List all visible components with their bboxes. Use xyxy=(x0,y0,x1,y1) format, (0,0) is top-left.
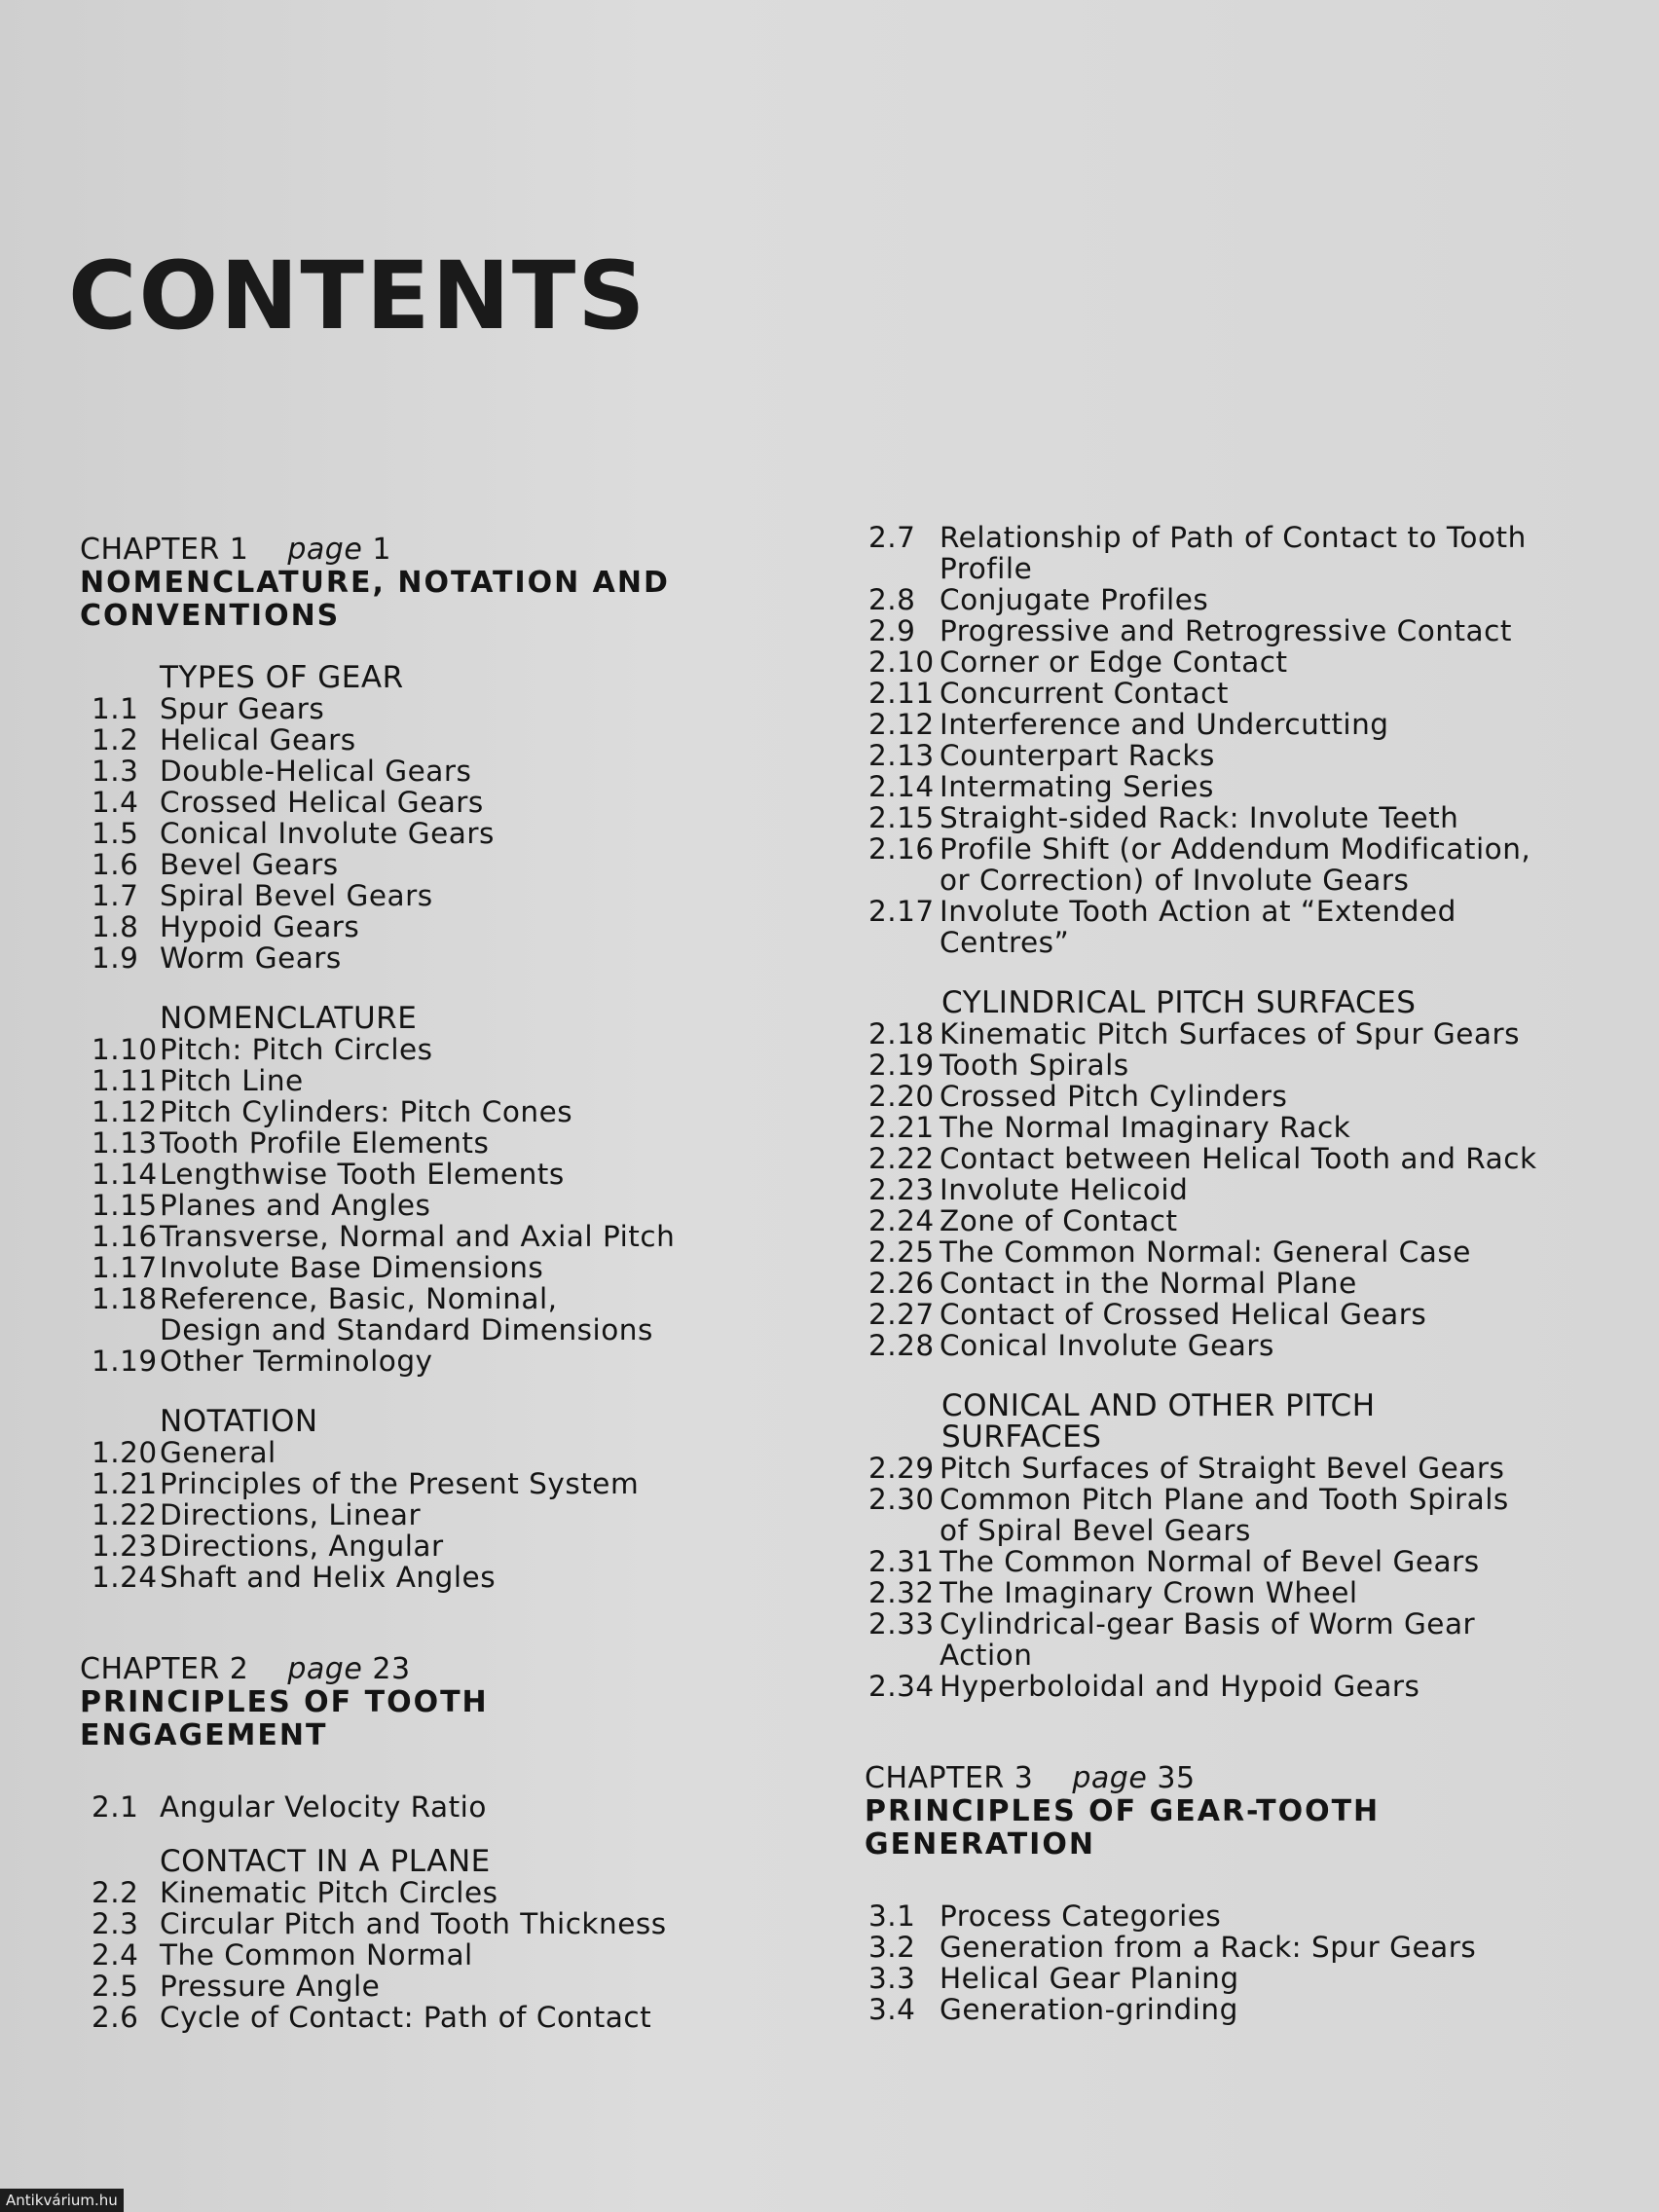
entry-number xyxy=(80,1314,160,1346)
toc-entry xyxy=(865,771,1624,802)
entry-number: 1.21 xyxy=(92,1467,158,1500)
watermark-label: Antikvárium.hu xyxy=(0,2189,124,2212)
entry-number: 2.18 xyxy=(868,1017,935,1051)
entry-text: Other Terminology xyxy=(160,1345,433,1378)
entry-text: Zone of Contact xyxy=(940,1204,1178,1237)
entry-list xyxy=(80,693,820,974)
entry-number: 2.1 xyxy=(92,1790,139,1824)
toc-entry xyxy=(80,1190,820,1221)
right-column xyxy=(865,522,1624,2025)
entry-text: Pitch Cylinders: Pitch Cones xyxy=(160,1095,573,1128)
entry-text: Conical Involute Gears xyxy=(160,817,495,850)
toc-entry xyxy=(865,1608,1624,1640)
entry-number: 2.34 xyxy=(868,1670,935,1703)
toc-entry xyxy=(80,942,820,974)
toc-entry xyxy=(865,1236,1624,1268)
entry-number xyxy=(865,1515,940,1546)
toc-entry xyxy=(865,1050,1624,1081)
entry-text: Directions, Linear xyxy=(160,1498,422,1531)
chapter-3-heading xyxy=(865,1762,1624,1795)
toc-entry xyxy=(80,1159,820,1190)
toc-entry xyxy=(865,1081,1624,1112)
entry-number: 2.9 xyxy=(868,614,916,647)
entry-list xyxy=(865,1453,1624,1702)
entry-number: 3.1 xyxy=(868,1899,916,1933)
entry-text: Worm Gears xyxy=(160,941,342,975)
toc-entry xyxy=(80,1971,820,2002)
entry-list xyxy=(865,1900,1624,2025)
entry-text: Intermating Series xyxy=(940,770,1214,803)
entry-number: 2.12 xyxy=(868,708,935,741)
toc-entry xyxy=(80,1939,820,1971)
chapter-2-title xyxy=(80,1686,820,1752)
entry-text: Shaft and Helix Angles xyxy=(160,1561,497,1594)
entry-number: 2.33 xyxy=(868,1607,935,1641)
entry-text: Common Pitch Plane and Tooth Spirals xyxy=(940,1483,1509,1516)
entry-text: Relationship of Path of Contact to Tooth xyxy=(940,521,1527,554)
section-notation xyxy=(80,1406,820,1593)
section-contact-in-a-plane xyxy=(80,1846,820,2033)
entry-text: Tooth Spirals xyxy=(940,1049,1129,1082)
entry-number: 1.3 xyxy=(92,755,139,788)
entry-text: Generation-grinding xyxy=(940,1993,1238,2026)
entry-number: 2.31 xyxy=(868,1545,935,1578)
entry-list xyxy=(865,522,1624,958)
entry-list xyxy=(80,1791,820,1823)
toc-entry xyxy=(865,1640,1624,1671)
entry-number: 2.13 xyxy=(868,739,935,772)
toc-entry xyxy=(865,1994,1624,2025)
entry-number: 1.5 xyxy=(92,817,139,850)
entry-text: Hyperboloidal and Hypoid Gears xyxy=(940,1670,1420,1703)
entry-text: Pressure Angle xyxy=(160,1970,381,2003)
entry-number: 1.12 xyxy=(92,1095,158,1128)
entry-text: Profile Shift (or Addendum Modification, xyxy=(940,832,1531,866)
entry-number: 2.21 xyxy=(868,1111,935,1144)
entry-text: or Correction) of Involute Gears xyxy=(940,864,1410,897)
chapter-title-line: CONVENTIONS xyxy=(80,599,341,633)
toc-entry xyxy=(865,1932,1624,1963)
toc-entry xyxy=(80,911,820,942)
entry-number: 1.7 xyxy=(92,879,139,912)
entry-text: The Common Normal xyxy=(160,1938,473,1972)
entry-text: Crossed Helical Gears xyxy=(160,786,484,819)
entry-number: 1.16 xyxy=(92,1220,158,1253)
entry-number: 2.16 xyxy=(868,832,935,866)
entry-number: 1.24 xyxy=(92,1561,158,1594)
entry-text: Action xyxy=(940,1639,1033,1672)
toc-entry xyxy=(865,522,1624,553)
entry-number: 2.14 xyxy=(868,770,935,803)
entry-text: Lengthwise Tooth Elements xyxy=(160,1158,565,1191)
toc-entry xyxy=(865,1112,1624,1143)
entry-number: 2.5 xyxy=(92,1970,139,2003)
section-heading: NOMENCLATURE xyxy=(160,1001,418,1036)
entry-number: 2.24 xyxy=(868,1204,935,1237)
entry-text: Helical Gear Planing xyxy=(940,1962,1239,1995)
entry-text: Tooth Profile Elements xyxy=(160,1126,490,1160)
entry-text: Involute Tooth Action at “Extended xyxy=(940,895,1456,928)
entry-text: Spur Gears xyxy=(160,692,325,725)
entry-text: Contact of Crossed Helical Gears xyxy=(940,1298,1427,1331)
toc-entry xyxy=(80,1437,820,1468)
entry-number: 1.15 xyxy=(92,1189,158,1222)
toc-entry xyxy=(80,724,820,756)
entry-text: Crossed Pitch Cylinders xyxy=(940,1080,1288,1113)
chapter-label: CHAPTER 2 xyxy=(80,1652,249,1686)
entry-number xyxy=(865,927,940,958)
toc-entry xyxy=(865,553,1624,584)
toc-entry xyxy=(865,584,1624,615)
section-conical-pitch-surfaces xyxy=(865,1390,1624,1702)
toc-entry xyxy=(80,849,820,880)
entry-text: Planes and Angles xyxy=(160,1189,431,1222)
entry-text: Angular Velocity Ratio xyxy=(160,1790,487,1824)
entry-number: 2.11 xyxy=(868,677,935,710)
entry-text: Process Categories xyxy=(940,1899,1222,1933)
chapter-title-line: NOMENCLATURE, NOTATION AND xyxy=(80,566,670,600)
entry-number: 1.18 xyxy=(92,1282,158,1315)
section-types-of-gear xyxy=(80,662,820,974)
entry-number: 1.20 xyxy=(92,1436,158,1469)
entry-number: 2.30 xyxy=(868,1483,935,1516)
entry-text: Design and Standard Dimensions xyxy=(160,1313,653,1346)
toc-entry xyxy=(865,1546,1624,1577)
chapter-3-title xyxy=(865,1795,1624,1862)
toc-entry xyxy=(80,880,820,911)
chapter-1-heading xyxy=(80,534,820,567)
entry-number: 1.4 xyxy=(92,786,139,819)
page-title: CONTENTS xyxy=(68,241,647,350)
entry-text: Involute Base Dimensions xyxy=(160,1251,544,1284)
page-number: 1 xyxy=(372,533,391,567)
entry-text: Directions, Angular xyxy=(160,1530,444,1563)
toc-entry xyxy=(865,865,1624,896)
toc-entry xyxy=(865,1143,1624,1174)
entry-number: 1.6 xyxy=(92,848,139,881)
page-word: page xyxy=(287,533,363,567)
entry-number: 1.13 xyxy=(92,1126,158,1160)
toc-entry xyxy=(865,1963,1624,1994)
toc-entry xyxy=(865,1205,1624,1236)
toc-entry xyxy=(80,1127,820,1159)
toc-entry xyxy=(865,740,1624,771)
toc-entry xyxy=(80,787,820,818)
entry-list xyxy=(865,1018,1624,1361)
entry-text: Kinematic Pitch Circles xyxy=(160,1876,498,1909)
entry-number: 2.27 xyxy=(868,1298,935,1331)
toc-entry xyxy=(865,1268,1624,1299)
entry-text: Cycle of Contact: Path of Contact xyxy=(160,2001,652,2034)
toc-entry xyxy=(80,2002,820,2033)
chapter-2-heading xyxy=(80,1653,820,1686)
toc-entry xyxy=(865,1299,1624,1330)
entry-number: 2.26 xyxy=(868,1267,935,1300)
page-word: page xyxy=(1072,1761,1148,1795)
entry-text: of Spiral Bevel Gears xyxy=(940,1514,1251,1547)
toc-entry xyxy=(865,1018,1624,1050)
entry-number: 2.10 xyxy=(868,645,935,679)
entry-text: The Common Normal of Bevel Gears xyxy=(940,1545,1480,1578)
section-heading: SURFACES xyxy=(941,1419,1102,1455)
entry-number: 1.23 xyxy=(92,1530,158,1563)
entry-number: 2.2 xyxy=(92,1876,139,1909)
entry-text: Conjugate Profiles xyxy=(940,583,1209,616)
entry-number: 1.1 xyxy=(92,692,139,725)
entry-text: Circular Pitch and Tooth Thickness xyxy=(160,1907,667,1940)
entry-text: Spiral Bevel Gears xyxy=(160,879,433,912)
entry-number: 1.14 xyxy=(92,1158,158,1191)
toc-entry xyxy=(865,646,1624,678)
entry-number: 2.25 xyxy=(868,1235,935,1269)
entry-number xyxy=(865,553,940,584)
entry-text: Pitch Surfaces of Straight Bevel Gears xyxy=(940,1452,1505,1485)
entry-text: Double-Helical Gears xyxy=(160,755,472,788)
entry-text: Helical Gears xyxy=(160,723,356,756)
entry-text: Kinematic Pitch Surfaces of Spur Gears xyxy=(940,1017,1520,1051)
toc-entry xyxy=(80,1346,820,1377)
section-cylindrical-pitch-surfaces xyxy=(865,987,1624,1361)
toc-entry xyxy=(865,709,1624,740)
entry-number: 3.2 xyxy=(868,1931,916,1964)
entry-number: 2.32 xyxy=(868,1576,935,1609)
toc-entry xyxy=(80,1034,820,1065)
section-heading: CYLINDRICAL PITCH SURFACES xyxy=(941,985,1417,1020)
toc-entry xyxy=(865,615,1624,646)
entry-text: Concurrent Contact xyxy=(940,677,1229,710)
entry-number: 2.17 xyxy=(868,895,935,928)
entry-text: Hypoid Gears xyxy=(160,910,360,943)
toc-entry xyxy=(80,818,820,849)
left-column xyxy=(80,534,820,2033)
toc-entry xyxy=(865,1330,1624,1361)
entry-text: Interference and Undercutting xyxy=(940,708,1389,741)
toc-entry xyxy=(865,1515,1624,1546)
toc-entry xyxy=(865,802,1624,833)
entry-number: 2.7 xyxy=(868,521,916,554)
entry-number: 2.4 xyxy=(92,1938,139,1972)
entry-text: Profile xyxy=(940,552,1033,585)
chapter-title-line: ENGAGEMENT xyxy=(80,1718,328,1752)
toc-entry xyxy=(80,1221,820,1252)
entry-number xyxy=(865,1640,940,1671)
section-heading: NOTATION xyxy=(160,1404,318,1439)
entry-text: Pitch Line xyxy=(160,1064,304,1097)
chapter-1-title xyxy=(80,567,820,633)
toc-entry xyxy=(80,1791,820,1823)
toc-entry xyxy=(865,1484,1624,1515)
entry-text: Cylindrical-gear Basis of Worm Gear xyxy=(940,1607,1476,1641)
entry-text: Transverse, Normal and Axial Pitch xyxy=(160,1220,676,1253)
toc-entry xyxy=(865,1900,1624,1932)
chapter-title-line: PRINCIPLES OF TOOTH xyxy=(80,1685,489,1719)
entry-number: 1.9 xyxy=(92,941,139,975)
entry-number: 3.4 xyxy=(868,1993,916,2026)
toc-entry xyxy=(865,1453,1624,1484)
entry-list xyxy=(80,1877,820,2033)
section-heading: CONTACT IN A PLANE xyxy=(160,1844,491,1879)
section-heading: TYPES OF GEAR xyxy=(160,660,404,695)
entry-number: 3.3 xyxy=(868,1962,916,1995)
entry-text: Conical Involute Gears xyxy=(940,1329,1274,1362)
entry-number: 2.3 xyxy=(92,1907,139,1940)
entry-text: Principles of the Present System xyxy=(160,1467,640,1500)
toc-entry xyxy=(80,1499,820,1530)
entry-text: Bevel Gears xyxy=(160,848,339,881)
entry-number: 1.10 xyxy=(92,1033,158,1066)
entry-text: Reference, Basic, Nominal, xyxy=(160,1282,558,1315)
section-nomenclature xyxy=(80,1003,820,1377)
entry-list xyxy=(80,1034,820,1377)
entry-number: 2.15 xyxy=(868,801,935,834)
toc-entry xyxy=(865,833,1624,865)
section-heading: CONICAL AND OTHER PITCH xyxy=(941,1388,1376,1423)
entry-number: 2.19 xyxy=(868,1049,935,1082)
toc-entry xyxy=(80,1908,820,1939)
toc-entry xyxy=(80,1252,820,1283)
entry-number: 2.23 xyxy=(868,1173,935,1206)
toc-entry xyxy=(865,1671,1624,1702)
toc-entry xyxy=(865,927,1624,958)
entry-number: 2.6 xyxy=(92,2001,139,2034)
entry-text: General xyxy=(160,1436,276,1469)
toc-entry xyxy=(865,678,1624,709)
toc-entry xyxy=(80,1877,820,1908)
toc-entry xyxy=(865,1577,1624,1608)
toc-entry xyxy=(80,693,820,724)
entry-text: Corner or Edge Contact xyxy=(940,645,1288,679)
entry-number: 1.8 xyxy=(92,910,139,943)
toc-entry xyxy=(80,756,820,787)
chapter-title-line: PRINCIPLES OF GEAR-TOOTH xyxy=(865,1794,1381,1828)
page-number: 23 xyxy=(372,1652,411,1686)
entry-text: Pitch: Pitch Circles xyxy=(160,1033,433,1066)
toc-entry xyxy=(865,896,1624,927)
entry-number: 1.19 xyxy=(92,1345,158,1378)
toc-entry xyxy=(80,1530,820,1562)
chapter-label: CHAPTER 3 xyxy=(865,1761,1034,1795)
entry-text: The Imaginary Crown Wheel xyxy=(940,1576,1358,1609)
toc-entry xyxy=(80,1065,820,1096)
entry-text: Centres” xyxy=(940,926,1070,959)
page-number: 35 xyxy=(1157,1761,1196,1795)
chapter-label: CHAPTER 1 xyxy=(80,533,249,567)
entry-number: 1.11 xyxy=(92,1064,158,1097)
entry-text: Progressive and Retrogressive Contact xyxy=(940,614,1512,647)
entry-number: 2.28 xyxy=(868,1329,935,1362)
entry-list xyxy=(80,1437,820,1593)
entry-number: 1.17 xyxy=(92,1251,158,1284)
entry-number: 2.29 xyxy=(868,1452,935,1485)
entry-number xyxy=(865,865,940,896)
entry-text: The Normal Imaginary Rack xyxy=(940,1111,1351,1144)
toc-entry xyxy=(80,1562,820,1593)
entry-text: Contact between Helical Tooth and Rack xyxy=(940,1142,1537,1175)
toc-entry xyxy=(865,1174,1624,1205)
page-word: page xyxy=(287,1652,363,1686)
toc-entry xyxy=(80,1314,820,1346)
entry-number: 2.22 xyxy=(868,1142,935,1175)
entry-text: Generation from a Rack: Spur Gears xyxy=(940,1931,1477,1964)
entry-number: 2.8 xyxy=(868,583,916,616)
entry-number: 2.20 xyxy=(868,1080,935,1113)
entry-number: 1.22 xyxy=(92,1498,158,1531)
toc-entry xyxy=(80,1283,820,1314)
entry-text: Contact in the Normal Plane xyxy=(940,1267,1357,1300)
toc-entry xyxy=(80,1468,820,1499)
toc-entry xyxy=(80,1096,820,1127)
entry-text: The Common Normal: General Case xyxy=(940,1235,1471,1269)
chapter-title-line: GENERATION xyxy=(865,1827,1095,1862)
entry-text: Involute Helicoid xyxy=(940,1173,1189,1206)
entry-text: Straight-sided Rack: Involute Teeth xyxy=(940,801,1459,834)
entry-text: Counterpart Racks xyxy=(940,739,1215,772)
entry-number: 1.2 xyxy=(92,723,139,756)
